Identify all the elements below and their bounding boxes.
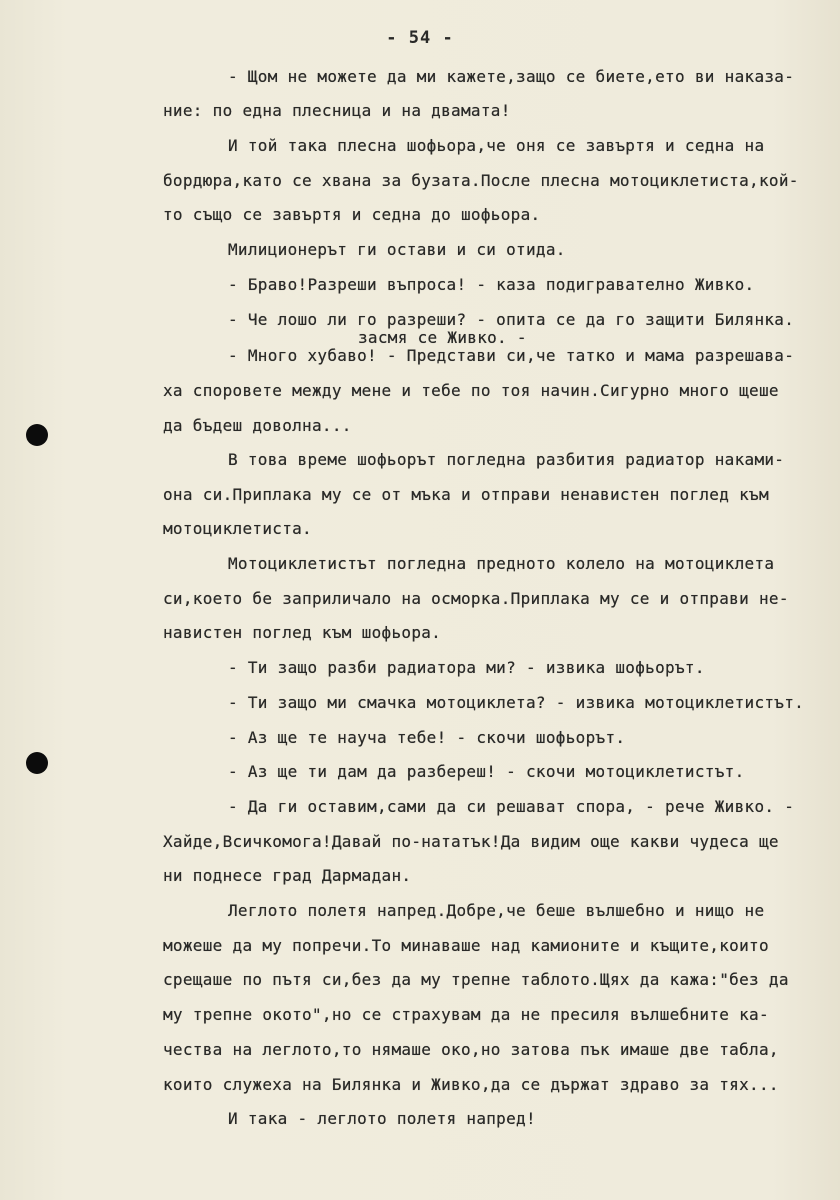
text-line: - Ти защо ми смачка мотоциклета? - извика мотоциклетистът. <box>228 693 805 712</box>
text-line: Леглото полетя напред.Добре,че беше вълшебно и нищо не <box>228 901 765 920</box>
text-line: чества на леглото,то нямаше око,но затова пък имаше две табла, <box>163 1040 779 1059</box>
text-line: - Ти защо разби радиатора ми? - извика шофьорът. <box>228 658 705 677</box>
text-line-insert: засмя се Живко. - <box>358 328 527 347</box>
text-line: можеше да му попречи.То минаваше над камионите и къщите,които <box>163 936 769 955</box>
text-line: навистен поглед към шофьора. <box>163 623 442 642</box>
text-line: - Че лошо ли го разреши? - опита се да го защити Билянка. <box>228 310 795 329</box>
text-line: И той така плесна шофьора,че оня се завъртя и седна на <box>228 136 765 155</box>
text-line: си,което бе заприличало на осморка.Приплака му се и отправи не- <box>163 589 789 608</box>
text-line: Хайде,Всичкомога!Давай по-нататък!Да видим още какви чудеса ще <box>163 832 779 851</box>
text-line: она си.Приплака му се от мъка и отправи ненавистен поглед към <box>163 485 769 504</box>
page-number: - 54 - <box>386 28 454 48</box>
text-line: Мотоциклетистът погледна предното колело на мотоциклета <box>228 554 775 573</box>
text-line: бордюра,като се хвана за бузата.После плесна мотоциклетиста,кой- <box>163 171 799 190</box>
text-line: които служеха на Билянка и Живко,да се държат здраво за тях... <box>163 1075 779 1094</box>
punch-hole-bottom <box>26 752 48 774</box>
text-line: И така - леглото полетя напред! <box>228 1109 536 1128</box>
text-line: ни поднесе град Дармадан. <box>163 866 412 885</box>
text-line: му трепне окото",но се страхувам да не пресиля вълшебните ка- <box>163 1005 769 1024</box>
text-line: ние: по една плесница и на двамата! <box>163 101 511 120</box>
text-line: мотоциклетиста. <box>163 519 312 538</box>
text-line: Милиционерът ги остави и си отида. <box>228 240 566 259</box>
text-line: да бъдеш доволна... <box>163 416 352 435</box>
punch-hole-top <box>26 424 48 446</box>
text-line: то също се завъртя и седна до шофьора. <box>163 205 541 224</box>
text-line: - Да ги оставим,сами да си решават спора, - рече Живко. - <box>228 797 795 816</box>
text-line: - Щом не можете да ми кажете,защо се биете,ето ви наказа- <box>228 67 795 86</box>
text-line: ха споровете между мене и тебе по тоя начин.Сигурно много щеше <box>163 381 779 400</box>
text-line: срещаше по пътя си,без да му трепне таблото.Щях да кажа:"без да <box>163 970 789 989</box>
text-line: В това време шофьорът погледна разбития радиатор наками- <box>228 450 785 469</box>
text-line: - Аз ще те науча тебе! - скочи шофьорът. <box>228 728 626 747</box>
text-line: - Браво!Разреши въпроса! - каза подигравателно Живко. <box>228 275 755 294</box>
text-line: - Аз ще ти дам да разбереш! - скочи мотоциклетистът. <box>228 762 745 781</box>
text-line: - Много хубаво! - Представи си,че татко и мама разрешава- <box>228 346 795 365</box>
